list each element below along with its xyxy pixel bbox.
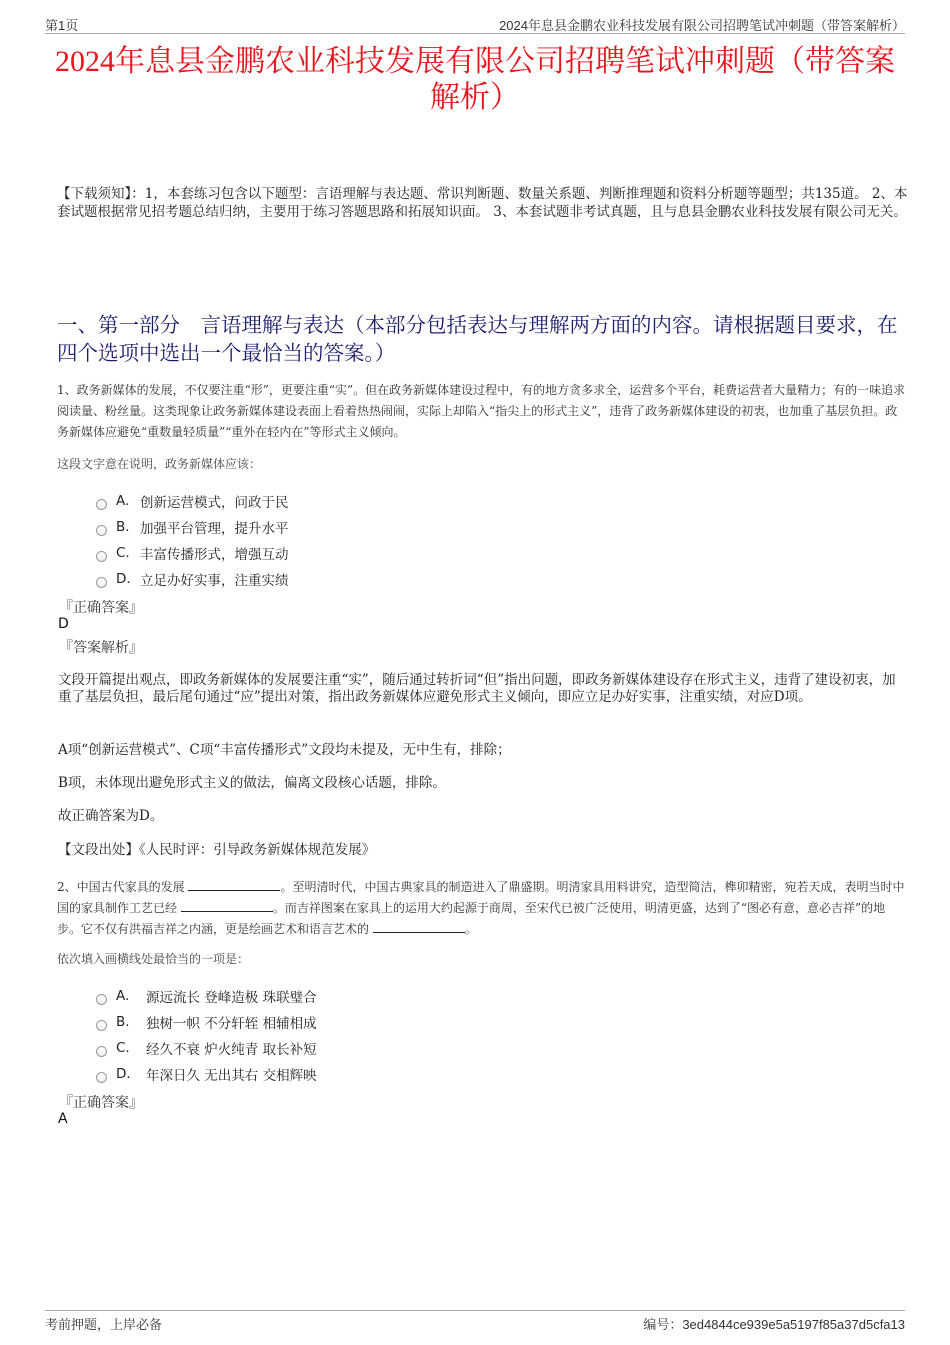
correct-answer: D: [58, 616, 69, 632]
section-heading: 一、第一部分 言语理解与表达（本部分包括表达与理解两方面的内容。请根据题目要求，在四个选项中选出一个最恰当的答案。）: [57, 313, 898, 365]
radio-button[interactable]: [96, 1020, 107, 1031]
option-a[interactable]: A. 源远流长 登峰造极 珠联璧合: [96, 983, 317, 1009]
page-header: [45, 14, 905, 34]
option-text: 创新运营模式，问政于民: [140, 495, 289, 511]
radio-button[interactable]: [96, 1072, 107, 1083]
analysis-paragraph: 故正确答案为D。: [58, 808, 164, 824]
option-text: 源远流长 登峰造极 珠联璧合: [146, 990, 317, 1006]
radio-button[interactable]: [96, 994, 107, 1005]
radio-button[interactable]: [96, 499, 107, 510]
fill-blank: [188, 878, 280, 891]
correct-answer: A: [58, 1111, 68, 1127]
question-1-stem: 1、政务新媒体的发展，不仅要注重“形”，更要注重“实”。但在政务新媒体建设过程中，有的地方贪多求全，运营多个平台，耗费运营者大量精力；有的一味追求阅读量、粉丝量。这类现象让政务新媒体建设表面上看着热热闹闹，实际上却陷入“指尖上的形式主义”，违背了政务新媒体建设的初衷，也加重了基层负担。政务新媒体应避免“重数量轻质量”“重外在轻内在”等形式主义倾向。: [57, 383, 906, 439]
question-2-options: [96, 983, 317, 1087]
analysis-label: 『答案解析』: [59, 641, 143, 656]
question-1-prompt: 这段文字意在说明，政务新媒体应该：: [57, 457, 262, 471]
option-text: 经久不衰 炉火纯青 取长补短: [146, 1042, 317, 1058]
page-footer: [45, 1310, 905, 1332]
passage-source: 【文段出处】《人民时评：引导政务新媒体规范发展》: [58, 842, 376, 858]
document-title: 2024年息县金鹏农业科技发展有限公司招聘笔试冲刺题（带答案解析）: [55, 45, 895, 114]
option-b[interactable]: B. 加强平台管理，提升水平: [96, 514, 289, 540]
option-text: 立足办好实事，注重实绩: [140, 573, 289, 589]
radio-button[interactable]: [96, 525, 107, 536]
fill-blank: [373, 920, 465, 933]
radio-button[interactable]: [96, 1046, 107, 1057]
option-c[interactable]: C. 经久不衰 炉火纯青 取长补短: [96, 1035, 317, 1061]
analysis-paragraph: A项“创新运营模式”、C项“丰富传播形式”文段均未提及，无中生有，排除；: [58, 742, 511, 758]
footer-slogan: 考前押题，上岸必备: [45, 1317, 163, 1332]
header-doc-title: 2024年息县金鹏农业科技发展有限公司招聘笔试冲刺题（带答案解析）: [499, 18, 905, 33]
option-c[interactable]: C. 丰富传播形式，增强互动: [96, 540, 289, 566]
fill-blank: [181, 899, 273, 912]
question-1-options: [96, 488, 289, 592]
option-text: 独树一帜 不分轩轾 相辅相成: [146, 1016, 317, 1032]
option-b[interactable]: B. 独树一帜 不分轩轾 相辅相成: [96, 1009, 317, 1035]
option-text: 丰富传播形式，增强互动: [140, 547, 289, 563]
question-2-prompt: 依次填入画横线处最恰当的一项是：: [57, 952, 250, 966]
correct-answer-label: 『正确答案』: [59, 601, 143, 616]
download-notice: 【下载须知】：1，本套练习包含以下题型：言语理解与表达题、常识判断题、数量关系题、判断推理题和资料分析题等题型；共135道。 2、本套试题根据常见招考题总结归纳，主要用于练习答题思路和拓展知识面。 3、本套试题非考试真题，且与息县金鹏农业科技发展有限公司无关。: [57, 186, 908, 220]
page-number: 第1页: [45, 18, 79, 33]
option-d[interactable]: D. 年深日久 无出其右 交相辉映: [96, 1061, 317, 1087]
option-d[interactable]: D. 立足办好实事，注重实绩: [96, 566, 289, 592]
option-a[interactable]: A. 创新运营模式，问政于民: [96, 488, 289, 514]
analysis-paragraph: B项，未体现出避免形式主义的做法，偏离文段核心话题，排除。: [58, 775, 446, 791]
radio-button[interactable]: [96, 551, 107, 562]
option-text: 加强平台管理，提升水平: [140, 521, 289, 537]
correct-answer-label: 『正确答案』: [59, 1096, 143, 1111]
option-text: 年深日久 无出其右 交相辉映: [146, 1068, 317, 1084]
analysis-paragraph: 文段开篇提出观点，即政务新媒体的发展要注重“实”，随后通过转折词“但”指出问题，即政务新媒体建设存在形式主义，违背了建设初衷，加重了基层负担，最后尾句通过“应”提出对策，指出政务新媒体应避免形式主义倾向，即应立足办好实事，注重实绩，对应D项。: [58, 672, 896, 705]
radio-button[interactable]: [96, 577, 107, 588]
question-2-stem: 2、中国古代家具的发展 。至明清时代，中国古典家具的制造进入了鼎盛期。明清家具用料讲究，造型简洁，榫卯精密，宛若天成，表明当时中国的家具制作工艺已经 。而吉祥图案在家具上的运用大约起源于商周，至宋代已被广泛使用，明清更盛，达到了“图必有意，意必吉祥”的地步。它不仅有洪福吉祥之内涵，更是绘画艺术和语言艺术的 。: [57, 880, 905, 936]
footer-serial: 编号：3ed4844ce939e5a5197f85a37d5cfa13: [643, 1317, 905, 1332]
